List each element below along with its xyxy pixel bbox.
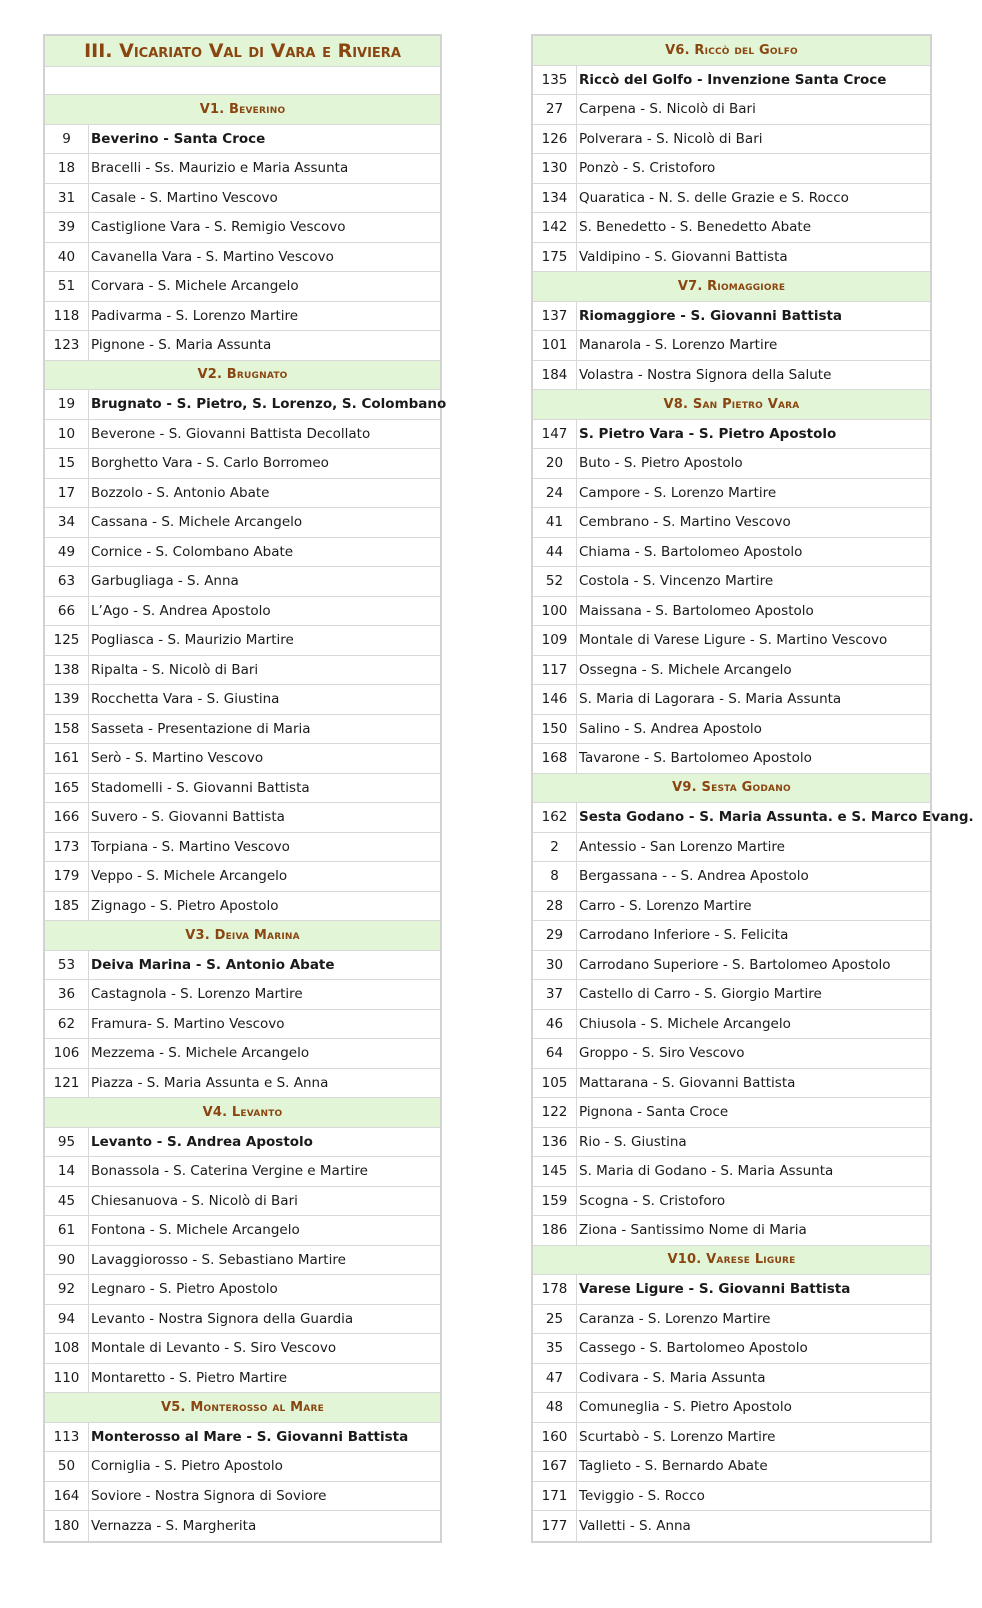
parish-row <box>533 1098 930 1128</box>
parish-number: 161 <box>45 744 89 773</box>
parish-number: 145 <box>533 1157 577 1186</box>
section-header: V8. San Pietro Vara <box>533 390 930 420</box>
parish-row <box>533 1364 930 1394</box>
parish-row <box>45 1246 440 1276</box>
parish-row <box>45 744 440 774</box>
parish-name: Polverara - S. Nicolò di Bari <box>579 130 763 147</box>
parish-number: 48 <box>533 1393 577 1422</box>
parish-row <box>533 331 930 361</box>
parish-row <box>533 626 930 656</box>
parish-name: Codivara - S. Maria Assunta <box>579 1369 766 1386</box>
parish-name: Chiesanuova - S. Nicolò di Bari <box>91 1192 298 1209</box>
parish-number: 101 <box>533 331 577 360</box>
parish-row <box>533 1393 930 1423</box>
parish-row <box>533 597 930 627</box>
main-parish-row <box>45 951 440 981</box>
parish-row <box>45 1157 440 1187</box>
parish-name: Cavanella Vara - S. Martino Vescovo <box>91 248 334 265</box>
parish-number: 146 <box>533 685 577 714</box>
right-column-table <box>531 34 974 1543</box>
parish-name: Riomaggiore - S. Giovanni Battista <box>579 307 843 324</box>
parish-number: 171 <box>533 1482 577 1511</box>
parish-name: Chiama - S. Bartolomeo Apostolo <box>579 543 803 560</box>
parish-row <box>45 1069 440 1099</box>
parish-name: Valletti - S. Anna <box>579 1517 691 1534</box>
parish-name: Levanto - Nostra Signora della Guardia <box>91 1310 354 1327</box>
parish-name: Taglieto - S. Bernardo Abate <box>579 1458 768 1475</box>
parish-number: 105 <box>533 1069 577 1098</box>
parish-name: Borghetto Vara - S. Carlo Borromeo <box>91 455 329 472</box>
parish-name: Serò - S. Martino Vescovo <box>91 750 264 767</box>
section-header: V2. Brugnato <box>45 361 440 391</box>
main-parish-row <box>533 66 930 96</box>
parish-number: 66 <box>45 597 89 626</box>
parish-row <box>533 715 930 745</box>
parish-name: Ponzò - S. Cristoforo <box>579 160 716 177</box>
parish-number: 186 <box>533 1216 577 1245</box>
parish-name: Stadomelli - S. Giovanni Battista <box>91 779 310 796</box>
parish-row <box>533 980 930 1010</box>
section-header: V9. Sesta Godano <box>533 774 930 804</box>
parish-row <box>45 685 440 715</box>
parish-number: 179 <box>45 862 89 891</box>
parish-number: 50 <box>45 1452 89 1481</box>
parish-row <box>533 1039 930 1069</box>
parish-number: 136 <box>533 1128 577 1157</box>
parish-number: 134 <box>533 184 577 213</box>
parish-number: 17 <box>45 479 89 508</box>
parish-name: Beverino - Santa Croce <box>91 130 266 147</box>
parish-name: Soviore - Nostra Signora di Soviore <box>91 1487 327 1504</box>
parish-number: 158 <box>45 715 89 744</box>
parish-row <box>533 685 930 715</box>
parish-name: Rocchetta Vara - S. Giustina <box>91 691 280 708</box>
parish-row <box>45 449 440 479</box>
parish-number: 14 <box>45 1157 89 1186</box>
parish-row <box>533 1187 930 1217</box>
parish-number: 137 <box>533 302 577 331</box>
parish-name: Carrodano Superiore - S. Bartolomeo Apostolo <box>579 956 891 973</box>
section-header: V6. Riccò del Golfo <box>533 36 930 66</box>
parish-number: 125 <box>45 626 89 655</box>
parish-name: Carrodano Inferiore - S. Felicita <box>579 927 789 944</box>
parish-name: Antessio - San Lorenzo Martire <box>579 838 785 855</box>
main-parish-row <box>45 1423 440 1453</box>
parish-row <box>45 538 440 568</box>
parish-row <box>45 1452 440 1482</box>
parish-number: 53 <box>45 951 89 980</box>
parish-row <box>45 862 440 892</box>
parish-number: 126 <box>533 125 577 154</box>
parish-name: Levanto - S. Andrea Apostolo <box>91 1133 313 1150</box>
parish-name: Varese Ligure - S. Giovanni Battista <box>579 1281 851 1298</box>
parish-row <box>533 1305 930 1335</box>
parish-number: 166 <box>45 803 89 832</box>
parish-name: Casale - S. Martino Vescovo <box>91 189 278 206</box>
parish-row <box>45 213 440 243</box>
parish-number: 90 <box>45 1246 89 1275</box>
parish-name: Chiusola - S. Michele Arcangelo <box>579 1015 791 1032</box>
parish-number: 180 <box>45 1511 89 1541</box>
parish-number: 64 <box>533 1039 577 1068</box>
parish-name: Zignago - S. Pietro Apostolo <box>91 897 279 914</box>
parish-name: Maissana - S. Bartolomeo Apostolo <box>579 602 814 619</box>
parish-row <box>45 302 440 332</box>
parish-row <box>45 508 440 538</box>
parish-row <box>45 715 440 745</box>
parish-number: 18 <box>45 154 89 183</box>
parish-name: Montaretto - S. Pietro Martire <box>91 1369 288 1386</box>
parish-name: Legnaro - S. Pietro Apostolo <box>91 1281 278 1298</box>
parish-number: 47 <box>533 1364 577 1393</box>
parish-number: 117 <box>533 656 577 685</box>
parish-number: 147 <box>533 420 577 449</box>
section-header: V3. Deiva Marina <box>45 921 440 951</box>
parish-row <box>533 125 930 155</box>
parish-number: 108 <box>45 1334 89 1363</box>
parish-row <box>45 597 440 627</box>
parish-name: Salino - S. Andrea Apostolo <box>579 720 762 737</box>
parish-row <box>45 1039 440 1069</box>
parish-number: 34 <box>45 508 89 537</box>
parish-name: Montale di Varese Ligure - S. Martino Vescovo <box>579 632 888 649</box>
parish-number: 37 <box>533 980 577 1009</box>
parish-name: Bozzolo - S. Antonio Abate <box>91 484 270 501</box>
parish-name: Pignone - S. Maria Assunta <box>91 337 272 354</box>
section-header: V7. Riomaggiore <box>533 272 930 302</box>
parish-name: Scurtabò - S. Lorenzo Martire <box>579 1428 776 1445</box>
parish-name: Veppo - S. Michele Arcangelo <box>91 868 288 885</box>
parish-row <box>533 243 930 273</box>
parish-name: S. Pietro Vara - S. Pietro Apostolo <box>579 425 837 442</box>
parish-number: 52 <box>533 567 577 596</box>
parish-number: 31 <box>45 184 89 213</box>
parish-name: Torpiana - S. Martino Vescovo <box>91 838 290 855</box>
parish-name: Sesta Godano - S. Maria Assunta. e S. Marco Evang. <box>579 809 974 826</box>
parish-name: Caranza - S. Lorenzo Martire <box>579 1310 771 1327</box>
parish-row <box>533 1069 930 1099</box>
parish-name: Castagnola - S. Lorenzo Martire <box>91 986 303 1003</box>
parish-number: 20 <box>533 449 577 478</box>
parish-name: Sasseta - Presentazione di Maria <box>91 720 311 737</box>
parish-name: Campore - S. Lorenzo Martire <box>579 484 777 501</box>
parish-number: 61 <box>45 1216 89 1245</box>
parish-name: Valdipino - S. Giovanni Battista <box>579 248 788 265</box>
parish-name: Ossegna - S. Michele Arcangelo <box>579 661 792 678</box>
parish-name: L’Ago - S. Andrea Apostolo <box>91 602 271 619</box>
parish-number: 46 <box>533 1010 577 1039</box>
parish-number: 178 <box>533 1275 577 1304</box>
parish-name: Cembrano - S. Martino Vescovo <box>579 514 791 531</box>
main-parish-row <box>533 1275 930 1305</box>
parish-row <box>533 154 930 184</box>
parish-number: 167 <box>533 1452 577 1481</box>
parish-number: 135 <box>533 66 577 95</box>
main-parish-row <box>45 390 447 420</box>
parish-row <box>45 1010 440 1040</box>
parish-number: 168 <box>533 744 577 773</box>
parish-row <box>45 656 440 686</box>
parish-row <box>45 331 440 361</box>
parish-row <box>533 1423 930 1453</box>
parish-number: 62 <box>45 1010 89 1039</box>
parish-name: Manarola - S. Lorenzo Martire <box>579 337 778 354</box>
parish-row <box>45 892 440 922</box>
parish-row <box>45 243 440 273</box>
parish-row <box>533 95 930 125</box>
parish-name: Bergassana - - S. Andrea Apostolo <box>579 868 809 885</box>
parish-name: Monterosso al Mare - S. Giovanni Battista <box>91 1428 409 1445</box>
parish-number: 138 <box>45 656 89 685</box>
parish-row <box>45 420 440 450</box>
parish-number: 2 <box>533 833 577 862</box>
parish-number: 10 <box>45 420 89 449</box>
parish-row <box>533 1482 930 1512</box>
parish-number: 24 <box>533 479 577 508</box>
parish-name: Cassana - S. Michele Arcangelo <box>91 514 303 531</box>
parish-row <box>533 833 930 863</box>
parish-row <box>533 1216 930 1246</box>
main-parish-row <box>533 420 930 450</box>
parish-row <box>45 1334 440 1364</box>
parish-number: 25 <box>533 1305 577 1334</box>
parish-row <box>533 744 930 774</box>
left-column-table <box>43 34 447 1543</box>
parish-name: Cassego - S. Bartolomeo Apostolo <box>579 1340 808 1357</box>
parish-name: Padivarma - S. Lorenzo Martire <box>91 307 299 324</box>
parish-row <box>533 921 930 951</box>
parish-name: Carpena - S. Nicolò di Bari <box>579 101 756 118</box>
parish-row <box>45 1305 440 1335</box>
parish-number: 15 <box>45 449 89 478</box>
parish-name: Montale di Levanto - S. Siro Vescovo <box>91 1340 337 1357</box>
parish-name: Carro - S. Lorenzo Martire <box>579 897 752 914</box>
parish-number: 63 <box>45 567 89 596</box>
parish-name: Corvara - S. Michele Arcangelo <box>91 278 299 295</box>
parish-number: 45 <box>45 1187 89 1216</box>
parish-row <box>45 833 440 863</box>
parish-row <box>533 1010 930 1040</box>
parish-number: 118 <box>45 302 89 331</box>
parish-number: 106 <box>45 1039 89 1068</box>
parish-number: 19 <box>45 390 89 419</box>
parish-row <box>533 538 930 568</box>
parish-row <box>533 479 930 509</box>
parish-row <box>45 1187 440 1217</box>
parish-number: 39 <box>45 213 89 242</box>
parish-name: Castiglione Vara - S. Remigio Vescovo <box>91 219 346 236</box>
parish-name: Bracelli - Ss. Maurizio e Maria Assunta <box>91 160 349 177</box>
main-parish-row <box>45 1128 440 1158</box>
parish-number: 30 <box>533 951 577 980</box>
parish-number: 159 <box>533 1187 577 1216</box>
parish-number: 109 <box>533 626 577 655</box>
parish-row <box>45 1364 440 1394</box>
parish-name: Quaratica - N. S. delle Grazie e S. Rocco <box>579 189 849 206</box>
parish-name: Teviggio - S. Rocco <box>579 1487 705 1504</box>
main-parish-row <box>533 803 974 833</box>
parish-number: 100 <box>533 597 577 626</box>
parish-name: Cornice - S. Colombano Abate <box>91 543 294 560</box>
parish-row <box>533 892 930 922</box>
parish-row <box>45 803 440 833</box>
parish-row <box>533 656 930 686</box>
parish-number: 113 <box>45 1423 89 1452</box>
main-parish-row <box>45 125 440 155</box>
parish-number: 8 <box>533 862 577 891</box>
section-header: V10. Varese Ligure <box>533 1246 930 1276</box>
parish-number: 9 <box>45 125 89 154</box>
parish-number: 123 <box>45 331 89 360</box>
parish-number: 160 <box>533 1423 577 1452</box>
page-title: III. Vicariato Val di Vara e Riviera <box>45 36 440 67</box>
parish-row <box>533 213 930 243</box>
parish-name: Pogliasca - S. Maurizio Martire <box>91 632 294 649</box>
parish-row <box>45 1216 440 1246</box>
parish-row <box>45 272 440 302</box>
parish-name: Castello di Carro - S. Giorgio Martire <box>579 986 822 1003</box>
parish-row <box>533 1452 930 1482</box>
parish-number: 41 <box>533 508 577 537</box>
parish-number: 173 <box>45 833 89 862</box>
parish-name: Mezzema - S. Michele Arcangelo <box>91 1045 310 1062</box>
parish-name: S. Maria di Godano - S. Maria Assunta <box>579 1163 834 1180</box>
parish-row <box>533 1157 930 1187</box>
parish-row <box>533 862 930 892</box>
parish-name: S. Maria di Lagorara - S. Maria Assunta <box>579 691 842 708</box>
parish-row <box>45 154 440 184</box>
parish-number: 35 <box>533 1334 577 1363</box>
parish-row <box>45 1275 440 1305</box>
parish-row <box>533 508 930 538</box>
parish-number: 44 <box>533 538 577 567</box>
parish-number: 139 <box>45 685 89 714</box>
parish-row <box>533 449 930 479</box>
parish-row <box>45 184 440 214</box>
parish-number: 150 <box>533 715 577 744</box>
parish-row <box>533 567 930 597</box>
parish-name: Pignona - Santa Croce <box>579 1104 729 1121</box>
parish-row <box>45 774 440 804</box>
parish-number: 29 <box>533 921 577 950</box>
parish-name: Corniglia - S. Pietro Apostolo <box>91 1458 283 1475</box>
parish-name: Bonassola - S. Caterina Vergine e Martire <box>91 1163 368 1180</box>
parish-name: Ripalta - S. Nicolò di Bari <box>91 661 259 678</box>
parish-name: Suvero - S. Giovanni Battista <box>91 809 285 826</box>
parish-row <box>45 567 440 597</box>
parish-name: S. Benedetto - S. Benedetto Abate <box>579 219 812 236</box>
parish-row <box>533 1334 930 1364</box>
main-parish-row <box>533 302 930 332</box>
parish-name: Deiva Marina - S. Antonio Abate <box>91 956 335 973</box>
parish-number: 49 <box>45 538 89 567</box>
parish-name: Lavaggiorosso - S. Sebastiano Martire <box>91 1251 346 1268</box>
parish-number: 92 <box>45 1275 89 1304</box>
parish-name: Garbugliaga - S. Anna <box>91 573 239 590</box>
parish-row <box>533 361 930 391</box>
parish-name: Riccò del Golfo - Invenzione Santa Croce <box>579 71 887 88</box>
parish-number: 177 <box>533 1511 577 1541</box>
section-header: V5. Monterosso al Mare <box>45 1393 440 1423</box>
parish-name: Rio - S. Giustina <box>579 1133 687 1150</box>
parish-name: Piazza - S. Maria Assunta e S. Anna <box>91 1074 329 1091</box>
parish-row <box>533 1511 930 1541</box>
parish-number: 175 <box>533 243 577 272</box>
parish-number: 130 <box>533 154 577 183</box>
parish-number: 184 <box>533 361 577 390</box>
parish-name: Mattarana - S. Giovanni Battista <box>579 1074 796 1091</box>
parish-number: 121 <box>45 1069 89 1098</box>
parish-name: Vernazza - S. Margherita <box>91 1517 257 1534</box>
parish-number: 51 <box>45 272 89 301</box>
parish-row <box>45 1482 440 1512</box>
parish-name: Fontona - S. Michele Arcangelo <box>91 1222 300 1239</box>
parish-row <box>45 1511 440 1541</box>
parish-number: 110 <box>45 1364 89 1393</box>
section-header: V1. Beverino <box>45 95 440 125</box>
parish-row <box>533 184 930 214</box>
parish-row <box>45 980 440 1010</box>
parish-number: 95 <box>45 1128 89 1157</box>
blank-row <box>45 67 440 95</box>
parish-name: Brugnato - S. Pietro, S. Lorenzo, S. Colombano <box>91 396 447 413</box>
parish-name: Volastra - Nostra Signora della Salute <box>579 366 832 383</box>
parish-name: Ziona - Santissimo Nome di Maria <box>579 1222 807 1239</box>
parish-number: 185 <box>45 892 89 921</box>
parish-number: 94 <box>45 1305 89 1334</box>
section-header: V4. Levanto <box>45 1098 440 1128</box>
parish-name: Tavarone - S. Bartolomeo Apostolo <box>579 750 812 767</box>
parish-name: Buto - S. Pietro Apostolo <box>579 455 743 472</box>
parish-number: 36 <box>45 980 89 1009</box>
parish-number: 164 <box>45 1482 89 1511</box>
parish-number: 27 <box>533 95 577 124</box>
parish-number: 162 <box>533 803 577 832</box>
parish-number: 40 <box>45 243 89 272</box>
parish-name: Costola - S. Vincenzo Martire <box>579 573 774 590</box>
parish-row <box>533 1128 930 1158</box>
parish-name: Framura- S. Martino Vescovo <box>91 1015 285 1032</box>
parish-number: 28 <box>533 892 577 921</box>
parish-row <box>45 626 440 656</box>
parish-row <box>533 951 930 981</box>
parish-number: 122 <box>533 1098 577 1127</box>
parish-name: Scogna - S. Cristoforo <box>579 1192 726 1209</box>
parish-name: Beverone - S. Giovanni Battista Decollato <box>91 425 371 442</box>
parish-number: 165 <box>45 774 89 803</box>
parish-name: Groppo - S. Siro Vescovo <box>579 1045 745 1062</box>
parish-row <box>45 479 440 509</box>
parish-number: 142 <box>533 213 577 242</box>
parish-name: Comuneglia - S. Pietro Apostolo <box>579 1399 792 1416</box>
